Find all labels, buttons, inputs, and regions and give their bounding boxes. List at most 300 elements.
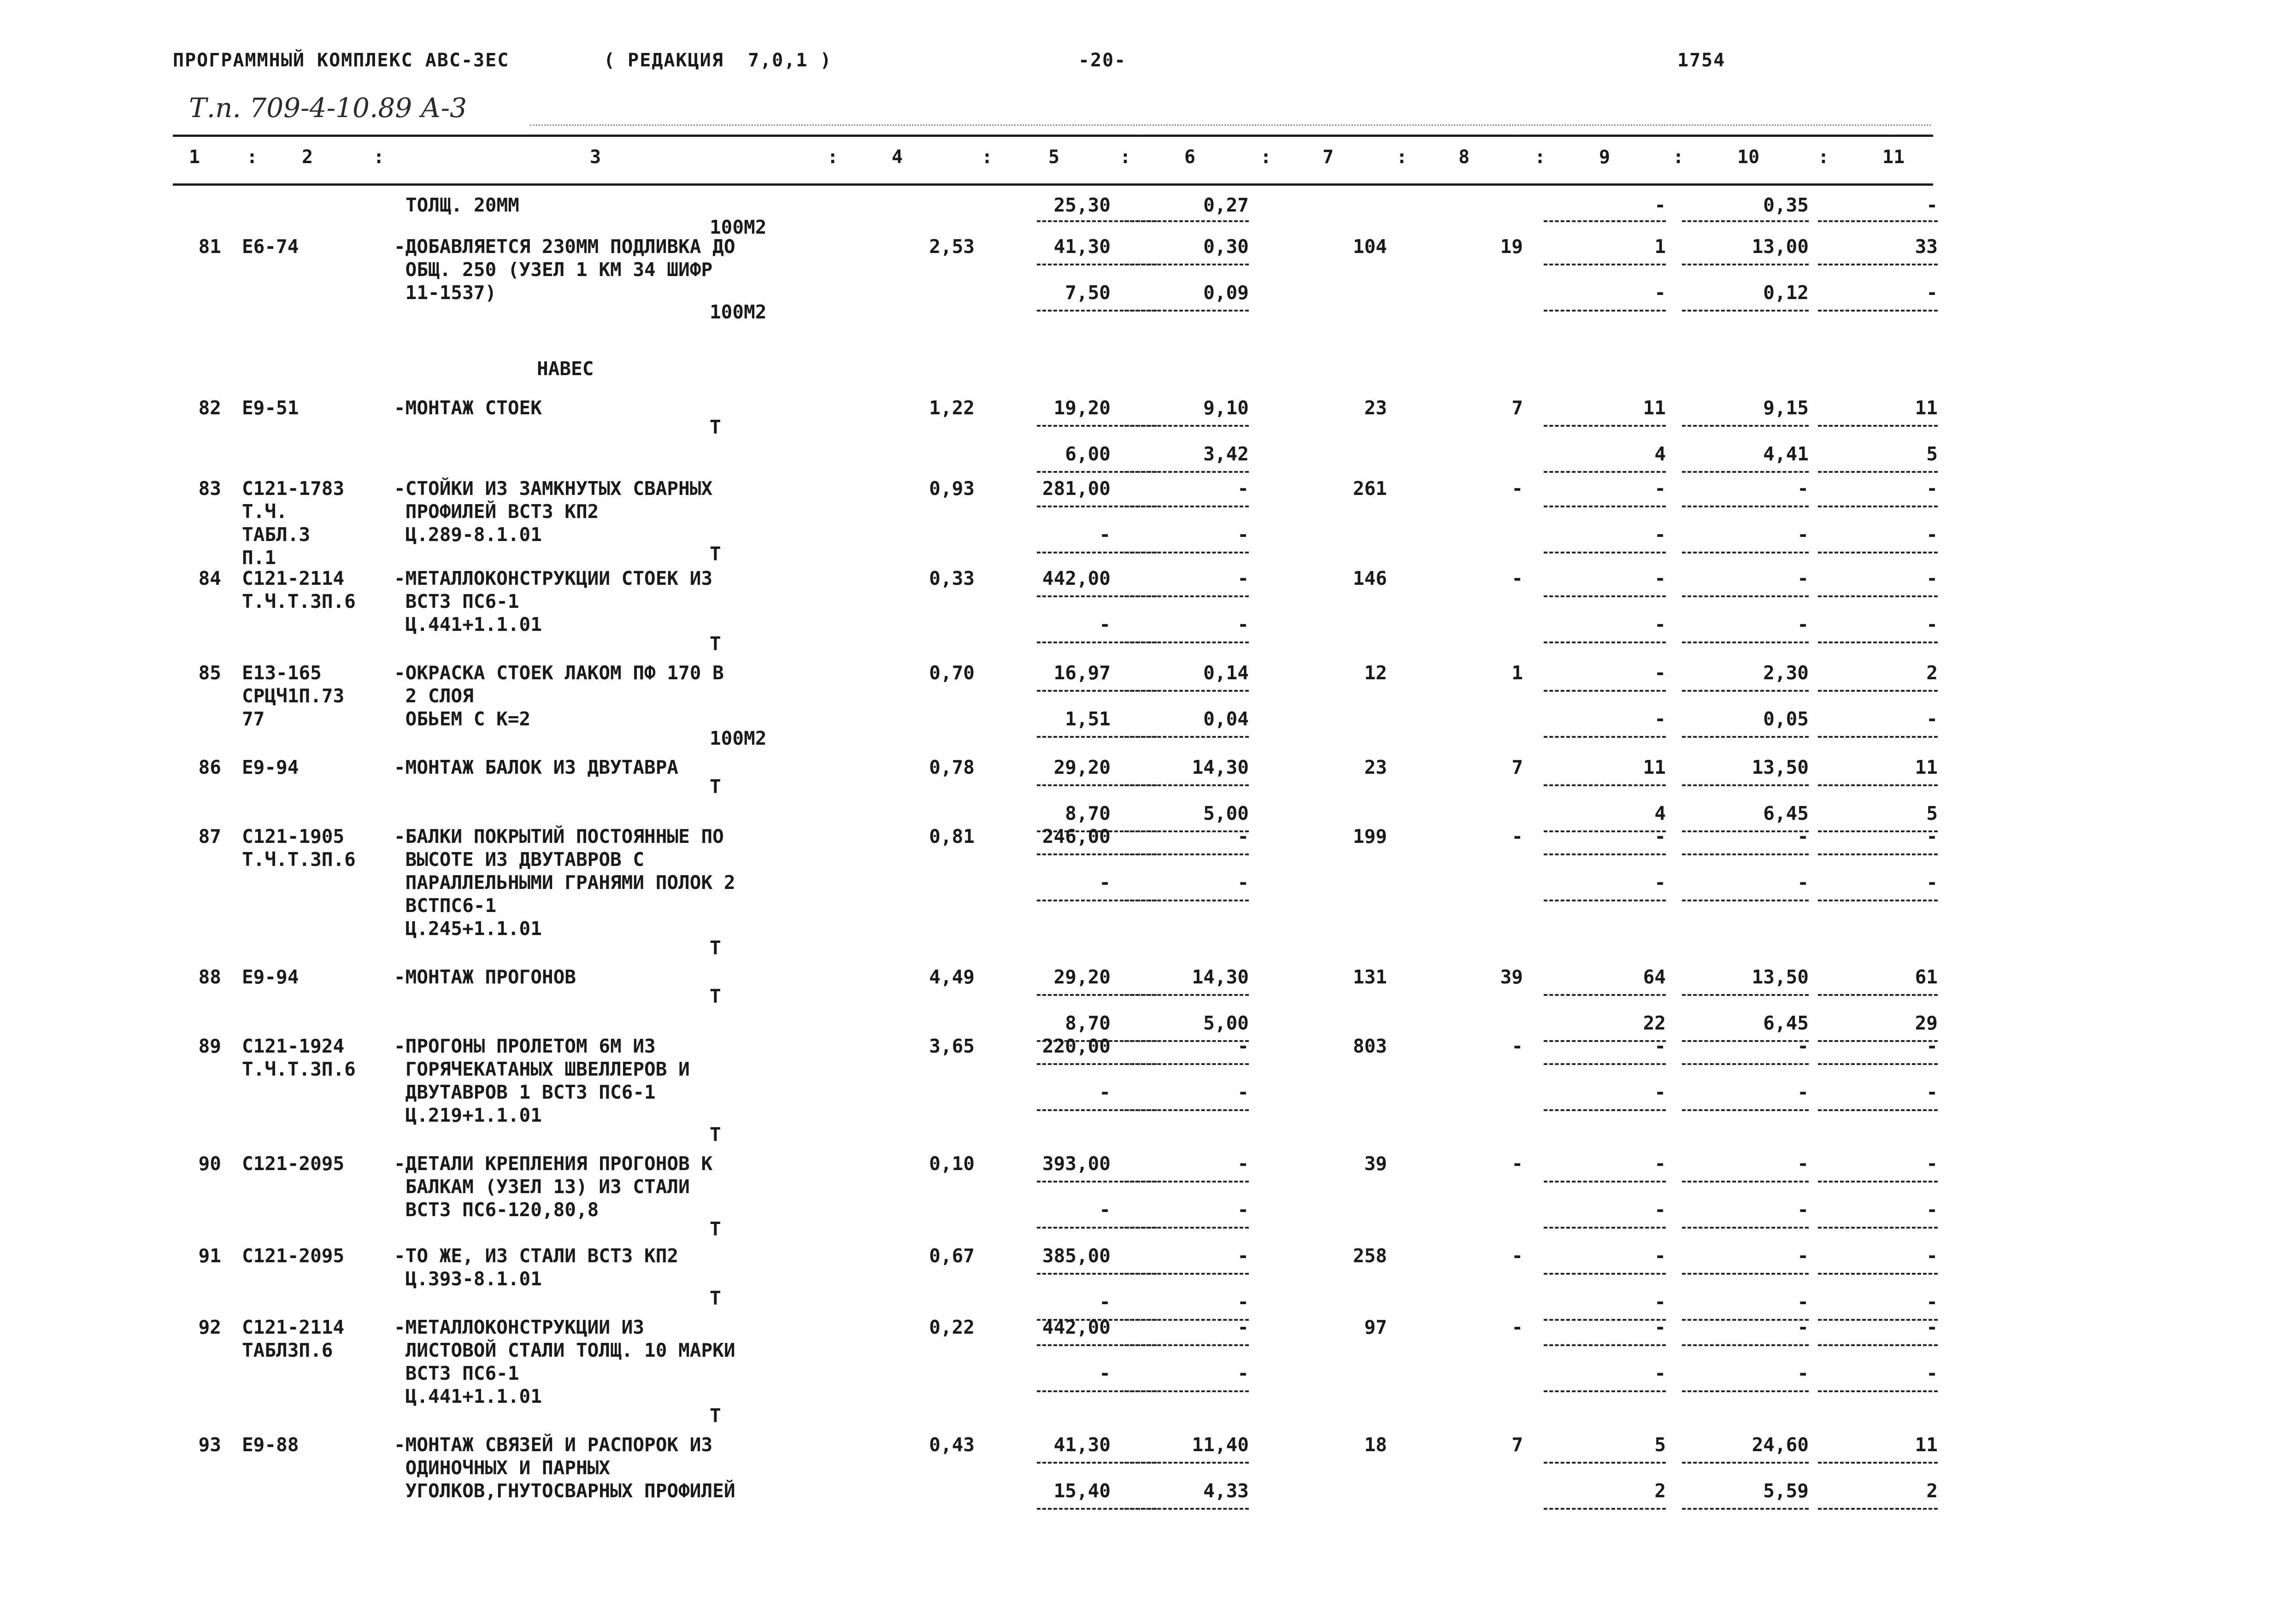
value-c5-top: 16,97 <box>1053 662 1111 684</box>
fraction-line <box>1818 425 1938 427</box>
header-rule-bottom <box>173 183 1933 186</box>
value-c7: 104 <box>1352 235 1387 258</box>
fraction-line <box>1544 1181 1666 1183</box>
value-c5-top: 29,20 <box>1053 756 1111 778</box>
value-c10-top: - <box>1797 1153 1809 1175</box>
work-description: -ДОБАВЛЯЕТСЯ 230ММ ПОДЛИВКА ДО <box>394 235 735 258</box>
value-c11-bottom: - <box>1926 1199 1938 1221</box>
fraction-line <box>1682 595 1809 597</box>
row-number: 82 <box>198 397 221 419</box>
column-header-10: 10 <box>1737 147 1760 168</box>
work-description: -МЕТАЛЛОКОНСТРУКЦИИ СТОЕК ИЗ <box>394 567 713 589</box>
column-header-5: 5 <box>1048 147 1060 168</box>
value-c10-top: 13,00 <box>1752 235 1809 258</box>
fraction-line <box>1818 994 1938 996</box>
column-separator: : <box>1818 147 1829 168</box>
row-number: 85 <box>198 662 221 684</box>
value-c6-bottom: - <box>1237 1081 1249 1103</box>
fraction-line <box>1682 853 1809 855</box>
value-c5-top: 385,00 <box>1042 1245 1111 1267</box>
row-number: 86 <box>198 756 221 778</box>
work-description: -МОНТАЖ СТОЕК <box>394 397 542 419</box>
quantity: 3,65 <box>929 1035 975 1057</box>
norm-code: Т.Ч.Т.3П.6 <box>242 848 356 871</box>
work-description: ДВУТАВРОВ 1 ВСТ3 ПС6-1 <box>394 1081 656 1103</box>
unit-label: 100М2 <box>710 301 767 323</box>
fraction-line <box>1124 264 1249 265</box>
norm-code: 77 <box>242 708 265 730</box>
value-c5-top: 29,20 <box>1053 966 1111 988</box>
fraction-line <box>1818 690 1938 692</box>
fraction-line <box>1544 641 1666 643</box>
value-c9-top: - <box>1654 1153 1666 1175</box>
work-description: Ц.289-8.1.01 <box>394 524 542 546</box>
value-c7: 261 <box>1352 477 1387 500</box>
value-c8: - <box>1511 1153 1523 1175</box>
unit-label: Т <box>710 937 721 959</box>
value-c10-top: - <box>1797 825 1809 847</box>
sheet-number: 1754 <box>1677 50 1726 71</box>
unit-label: Т <box>710 985 721 1007</box>
norm-code: С121-2095 <box>242 1153 345 1175</box>
value-c10-bottom: 6,45 <box>1763 1012 1809 1034</box>
fraction-line <box>1818 264 1938 265</box>
value-c8: - <box>1511 1316 1523 1338</box>
norm-code: Е9-94 <box>242 756 299 778</box>
norm-code: ТАБЛ.3 <box>242 524 311 546</box>
fraction-line <box>1818 506 1938 507</box>
work-description: ГОРЯЧЕКАТАНЫХ ШВЕЛЛЕРОВ И <box>394 1058 690 1080</box>
fraction-line <box>1124 1390 1249 1392</box>
fraction-line <box>1544 853 1666 855</box>
fraction-line <box>1124 506 1249 507</box>
row-number: 93 <box>198 1434 221 1456</box>
value-c5-bottom: - <box>1099 1362 1111 1384</box>
value-c10-bottom: 6,45 <box>1763 802 1809 824</box>
value-c7: 23 <box>1364 397 1387 419</box>
fraction-line <box>1544 1390 1666 1392</box>
value-c6-top: 14,30 <box>1192 966 1249 988</box>
row-number: 92 <box>198 1316 221 1338</box>
value-c9-bottom: 22 <box>1643 1012 1666 1034</box>
value-c6-bottom: - <box>1237 613 1249 635</box>
column-header-3: 3 <box>590 147 601 168</box>
value-c9-bottom: - <box>1654 613 1666 635</box>
value-c11-bottom: 29 <box>1915 1012 1938 1034</box>
fraction-line <box>1818 1063 1938 1065</box>
fraction-line <box>1818 1273 1938 1275</box>
value-c8: - <box>1511 1245 1523 1267</box>
fraction-line <box>1818 1344 1938 1346</box>
fraction-line <box>1124 1063 1249 1065</box>
value-c10-top: 9,15 <box>1763 397 1809 419</box>
work-description: ПРОФИЛЕЙ ВСТ3 КП2 <box>394 500 599 523</box>
quantity: 0,67 <box>929 1245 975 1267</box>
value-c11-top: 11 <box>1915 397 1938 419</box>
value-c11-bottom: 5 <box>1926 443 1938 465</box>
value-c10-bottom: 0,05 <box>1763 708 1809 730</box>
fraction-line <box>1124 1344 1249 1346</box>
work-description: Ц.245+1.1.01 <box>394 918 542 940</box>
work-description: Ц.219+1.1.01 <box>394 1104 542 1126</box>
fraction-line <box>1544 1508 1666 1510</box>
norm-code: Е9-51 <box>242 397 299 419</box>
value-c5-top: 393,00 <box>1042 1153 1111 1175</box>
fraction-line <box>1544 1273 1666 1275</box>
fraction-line <box>1682 1508 1809 1510</box>
value-c5-bottom: 1,51 <box>1065 708 1111 730</box>
value-c6-top: - <box>1237 567 1249 589</box>
fraction-line <box>1682 264 1809 265</box>
fraction-line <box>1818 1109 1938 1111</box>
value-c8: 1 <box>1511 662 1523 684</box>
fraction-line <box>1818 1462 1938 1464</box>
value-c7: 23 <box>1364 756 1387 778</box>
value-c7: 803 <box>1352 1035 1387 1057</box>
fraction-line <box>1818 1319 1938 1321</box>
fraction-line <box>1818 220 1938 222</box>
fraction-line <box>1818 1181 1938 1183</box>
value-c9-bottom: - <box>1654 1081 1666 1103</box>
fraction-line <box>1544 425 1666 427</box>
fraction-line <box>1124 425 1249 427</box>
value-c9-top: - <box>1654 567 1666 589</box>
fraction-line <box>1682 1462 1809 1464</box>
value-c10-bottom: - <box>1797 1291 1809 1313</box>
program-name: ПРОГРАММНЫЙ КОМПЛЕКС АВС-3ЕС <box>173 50 510 71</box>
value-c10-bottom: - <box>1797 1362 1809 1384</box>
work-description: -ДЕТАЛИ КРЕПЛЕНИЯ ПРОГОНОВ К <box>394 1153 713 1175</box>
fraction-line <box>1544 220 1666 222</box>
fraction-line <box>1682 1344 1809 1346</box>
value-c11-top: 11 <box>1915 1434 1938 1456</box>
work-description: -МОНТАЖ БАЛОК ИЗ ДВУТАВРА <box>394 756 679 778</box>
value-c8: - <box>1511 1035 1523 1057</box>
quantity: 1,22 <box>929 397 975 419</box>
norm-code: ТАБЛ3П.6 <box>242 1339 333 1361</box>
value-c6-top: 0,30 <box>1203 235 1249 258</box>
fraction-line <box>1124 994 1249 996</box>
unit-label: Т <box>710 1405 721 1427</box>
fraction-line <box>1682 425 1809 427</box>
fraction-line <box>1544 552 1666 553</box>
row-number: 89 <box>198 1035 221 1057</box>
value-c9-bottom: - <box>1654 871 1666 894</box>
row-number: 91 <box>198 1245 221 1267</box>
fraction-line <box>1682 1273 1809 1275</box>
work-description: -ТО ЖЕ, ИЗ СТАЛИ ВСТ3 КП2 <box>394 1245 679 1267</box>
quantity: 0,81 <box>929 825 975 847</box>
work-description: -МОНТАЖ ПРОГОНОВ <box>394 966 576 988</box>
column-separator: : <box>1535 147 1546 168</box>
fraction-line <box>1682 1040 1809 1042</box>
column-header-8: 8 <box>1458 147 1470 168</box>
value-c8: 39 <box>1500 966 1523 988</box>
value-c9-bottom: 2 <box>1654 1480 1666 1502</box>
value-c10-bottom: 0,12 <box>1763 282 1809 304</box>
fraction-line <box>1124 736 1249 738</box>
fraction-line <box>1818 641 1938 643</box>
value-c6-bottom: 4,33 <box>1203 1480 1249 1502</box>
quantity: 0,22 <box>929 1316 975 1338</box>
fraction-line <box>1682 1227 1809 1229</box>
value-c6-top: - <box>1237 1035 1249 1057</box>
fraction-line <box>1124 1462 1249 1464</box>
value-c5-top: 281,00 <box>1042 477 1111 500</box>
value-c5-top: 41,30 <box>1053 235 1111 258</box>
row-number: 83 <box>198 477 221 500</box>
value-c9-bottom: - <box>1654 282 1666 304</box>
column-separator: : <box>1260 147 1272 168</box>
value-c10-top: - <box>1797 1035 1809 1057</box>
value-c6-bottom: - <box>1237 871 1249 894</box>
value-c8: - <box>1511 825 1523 847</box>
fraction-line <box>1124 1508 1249 1510</box>
fraction-line <box>1682 641 1809 643</box>
column-separator: : <box>1396 147 1408 168</box>
value-c10-bottom: - <box>1797 524 1809 546</box>
value-c6-top: - <box>1237 1316 1249 1338</box>
fraction-line <box>1544 900 1666 901</box>
value-c11-top: 11 <box>1915 756 1938 778</box>
norm-code: Т.Ч.Т.3П.6 <box>242 1058 356 1080</box>
fraction-line <box>1544 1063 1666 1065</box>
value-c9-top: - <box>1654 1245 1666 1267</box>
fraction-line <box>1124 310 1249 312</box>
value-c6-bottom: - <box>1237 1199 1249 1221</box>
value-c6-bottom: 3,42 <box>1203 443 1249 465</box>
value-c5-bottom: 8,70 <box>1065 1012 1111 1034</box>
column-separator: : <box>1120 147 1131 168</box>
value-c11-top: - <box>1926 1153 1938 1175</box>
value-c11-bottom: - <box>1926 871 1938 894</box>
value-c6-bottom: 5,00 <box>1203 802 1249 824</box>
work-description: ПАРАЛЛЕЛЬНЫМИ ГРАНЯМИ ПОЛОК 2 <box>394 871 735 894</box>
value-c6-bottom: 0,09 <box>1203 282 1249 304</box>
value-c9-bottom: - <box>1654 1291 1666 1313</box>
value-c6-top: 9,10 <box>1203 397 1249 419</box>
unit-label: Т <box>710 1124 721 1146</box>
fraction-line <box>1818 552 1938 553</box>
quantity: 0,33 <box>929 567 975 589</box>
fraction-line <box>1682 220 1809 222</box>
column-separator: : <box>827 147 839 168</box>
column-header-2: 2 <box>302 147 313 168</box>
value-c8: 7 <box>1511 1434 1523 1456</box>
fraction-line <box>1544 784 1666 786</box>
value-c6-top: - <box>1237 477 1249 500</box>
value-c5-bottom: - <box>1099 1081 1111 1103</box>
fraction-line <box>1544 736 1666 738</box>
column-separator: : <box>982 147 993 168</box>
value-c11-bottom: - <box>1926 524 1938 546</box>
work-description: Ц.441+1.1.01 <box>394 1385 542 1407</box>
value-c6-top: 11,40 <box>1192 1434 1249 1456</box>
value-c11-bottom: - <box>1926 708 1938 730</box>
fraction-line <box>1544 310 1666 312</box>
fraction-line <box>1818 595 1938 597</box>
fraction-line <box>1544 830 1666 832</box>
work-description: ВСТ3 ПС6-1 <box>394 1362 519 1384</box>
value-c9-top: 11 <box>1643 756 1666 778</box>
fraction-line <box>1544 1227 1666 1229</box>
program-edition: ( РЕДАКЦИЯ 7,0,1 ) <box>604 50 832 71</box>
value-c11-bottom: - <box>1926 1081 1938 1103</box>
value-c5-top: 220,00 <box>1042 1035 1111 1057</box>
value-c6-bottom: - <box>1237 1362 1249 1384</box>
value-c7: 258 <box>1352 1245 1387 1267</box>
value-c10-bottom: - <box>1797 1081 1809 1103</box>
work-description: БАЛКАМ (УЗЕЛ 13) ИЗ СТАЛИ <box>394 1176 690 1198</box>
work-description: ЛИСТОВОЙ СТАЛИ ТОЛЩ. 10 МАРКИ <box>394 1339 735 1361</box>
fraction-line <box>1544 506 1666 507</box>
quantity: 4,49 <box>929 966 975 988</box>
norm-code: С121-2114 <box>242 1316 345 1338</box>
value-c7: 39 <box>1364 1153 1387 1175</box>
quantity: 0,93 <box>929 477 975 500</box>
value-c7: 199 <box>1352 825 1387 847</box>
work-description: Ц.441+1.1.01 <box>394 613 542 635</box>
value-c9-top: 5 <box>1654 1434 1666 1456</box>
value-c11-top: - <box>1926 567 1938 589</box>
value-c10-bottom: - <box>1797 871 1809 894</box>
fraction-line <box>1544 1109 1666 1111</box>
fraction-line <box>1682 830 1809 832</box>
value-c6-top: 0,14 <box>1203 662 1249 684</box>
value-c6-bottom: - <box>1237 1291 1249 1313</box>
work-description: -МЕТАЛЛОКОНСТРУКЦИИ ИЗ <box>394 1316 645 1338</box>
value-c11-bottom: - <box>1926 282 1938 304</box>
fraction-line <box>1124 595 1249 597</box>
fraction-line <box>1818 310 1938 312</box>
fraction-line <box>1124 784 1249 786</box>
value-c11-bottom: - <box>1926 613 1938 635</box>
fraction-line <box>1818 736 1938 738</box>
value-c8: 7 <box>1511 756 1523 778</box>
value-c6: 0,27 <box>1203 194 1249 216</box>
fraction-line <box>1818 1390 1938 1392</box>
norm-code: Т.Ч.Т.3П.6 <box>242 590 356 612</box>
fraction-line <box>1124 853 1249 855</box>
value-c5-bottom: - <box>1099 1291 1111 1313</box>
value-c10-bottom: - <box>1797 613 1809 635</box>
fraction-line <box>1682 310 1809 312</box>
value-c5-bottom: 7,50 <box>1065 282 1111 304</box>
value-c5-bottom: 6,00 <box>1065 443 1111 465</box>
desc-line: ТОЛЩ. 20ММ <box>406 194 519 216</box>
unit-label: Т <box>710 776 721 798</box>
fraction-line <box>1818 1227 1938 1229</box>
value-c5-bottom: 15,40 <box>1053 1480 1111 1502</box>
fraction-line <box>1124 1273 1249 1275</box>
work-description: ВСТ3 ПС6-120,80,8 <box>394 1199 599 1221</box>
value-c8: 19 <box>1500 235 1523 258</box>
fraction-line <box>1818 1508 1938 1510</box>
unit-label: Т <box>710 543 721 565</box>
fraction-line <box>1818 853 1938 855</box>
fraction-line <box>1682 506 1809 507</box>
fraction-line <box>1818 1040 1938 1042</box>
value-c10: 0,35 <box>1763 194 1809 216</box>
fraction-line <box>1682 471 1809 473</box>
value-c6-bottom: 0,04 <box>1203 708 1249 730</box>
column-header-1: 1 <box>189 147 200 168</box>
value-c10-top: - <box>1797 1316 1809 1338</box>
norm-code: С121-1783 <box>242 477 345 500</box>
work-description: УГОЛКОВ,ГНУТОСВАРНЫХ ПРОФИЛЕЙ <box>394 1480 735 1502</box>
value-c9-top: 11 <box>1643 397 1666 419</box>
value-c9-top: - <box>1654 825 1666 847</box>
row-number: 81 <box>198 235 221 258</box>
value-c9-top: - <box>1654 1035 1666 1057</box>
value-c10-top: - <box>1797 1245 1809 1267</box>
section-title: НАВЕС <box>537 358 594 380</box>
value-c5-top: 19,20 <box>1053 397 1111 419</box>
row-number: 84 <box>198 567 221 589</box>
value-c11-bottom: - <box>1926 1362 1938 1384</box>
fraction-line <box>1682 994 1809 996</box>
value-c10-top: 13,50 <box>1752 756 1809 778</box>
column-header-7: 7 <box>1323 147 1334 168</box>
value-c9-bottom: - <box>1654 708 1666 730</box>
work-description: ОБЩ. 250 (УЗЕЛ 1 КМ 34 ШИФР <box>394 259 713 281</box>
value-c9: - <box>1654 194 1666 216</box>
value-c8: 7 <box>1511 397 1523 419</box>
value-c9-top: - <box>1654 662 1666 684</box>
value-c10-bottom: 4,41 <box>1763 443 1809 465</box>
norm-code: С121-2114 <box>242 567 345 589</box>
page-number: -20- <box>1078 50 1127 71</box>
value-c6-bottom: - <box>1237 524 1249 546</box>
header-rule-top <box>173 135 1933 137</box>
fraction-line <box>1544 994 1666 996</box>
column-separator: : <box>373 147 385 168</box>
value-c6-bottom: 5,00 <box>1203 1012 1249 1034</box>
fraction-line <box>1124 641 1249 643</box>
work-description: Ц.393-8.1.01 <box>394 1268 542 1290</box>
fraction-line <box>1124 1227 1249 1229</box>
value-c5-top: 246,00 <box>1042 825 1111 847</box>
value-c11-top: - <box>1926 477 1938 500</box>
fraction-line <box>1124 830 1249 832</box>
value-c6-top: 14,30 <box>1192 756 1249 778</box>
fraction-line <box>1124 1040 1249 1042</box>
unit-label: Т <box>710 416 721 438</box>
norm-code: Т.Ч. <box>242 500 288 523</box>
fraction-line <box>1818 471 1938 473</box>
quantity: 0,78 <box>929 756 975 778</box>
fraction-line <box>1544 471 1666 473</box>
quantity: 0,10 <box>929 1153 975 1175</box>
value-c9-top: 1 <box>1654 235 1666 258</box>
fraction-line <box>1544 595 1666 597</box>
value-c5-top: 442,00 <box>1042 1316 1111 1338</box>
fraction-line <box>1682 784 1809 786</box>
fraction-line <box>1818 830 1938 832</box>
work-description: ВЫСОТЕ ИЗ ДВУТАВРОВ С <box>394 848 645 871</box>
work-description: ОДИНОЧНЫХ И ПАРНЫХ <box>394 1457 610 1479</box>
fraction-line <box>1682 1063 1809 1065</box>
dotted-guide <box>530 124 1931 126</box>
value-c5-bottom: - <box>1099 613 1111 635</box>
value-c10-top: 13,50 <box>1752 966 1809 988</box>
fraction-line <box>1124 690 1249 692</box>
work-description: -МОНТАЖ СВЯЗЕЙ И РАСПОРОК ИЗ <box>394 1434 713 1456</box>
value-c9-bottom: - <box>1654 524 1666 546</box>
fraction-line <box>1682 900 1809 901</box>
work-description: ВСТПС6-1 <box>394 894 497 917</box>
row-number: 87 <box>198 825 221 847</box>
